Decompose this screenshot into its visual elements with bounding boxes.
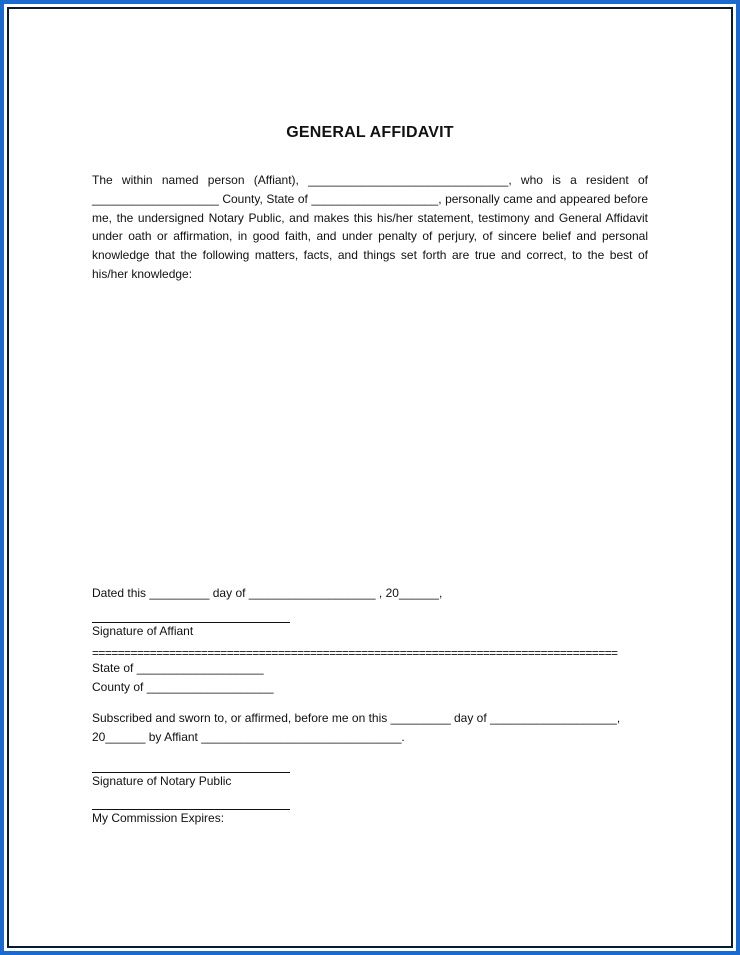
document-title: GENERAL AFFIDAVIT — [286, 124, 454, 141]
page-border-inner — [7, 7, 733, 948]
subscribed-line-1: Subscribed and sworn to, or affirmed, before me on this _________ day of ___________________, — [92, 711, 621, 725]
intro-paragraph: The within named person (Affiant), ______________________________, who is a resident of ___________________ County, State of ___________________, personally came and appeared before me, the undersigned Notary Public, and makes this his/her statement, testimony and General Affidavit under oath or affirmation, in good faith, and under penalty of perjury, of sincere belief and personal knowledge that the following matters, facts, and things set forth are true and correct, to the best of his/her knowledge: — [92, 173, 648, 281]
notary-signature-label: Signature of Notary Public — [92, 774, 232, 788]
county-line: County of ___________________ — [92, 680, 274, 694]
commission-expires-label: My Commission Expires: — [92, 811, 225, 825]
state-line: State of ___________________ — [92, 661, 264, 675]
notary-signature-line — [92, 772, 290, 773]
commission-signature-line — [92, 809, 290, 810]
separator-line: ================================================================================== — [92, 648, 618, 658]
dated-line: Dated this _________ day of ___________________ , 20______, — [92, 586, 443, 600]
affiant-signature-line — [92, 622, 290, 623]
subscribed-line-2: 20______ by Affiant ______________________________. — [92, 730, 405, 744]
affiant-signature-label: Signature of Affiant — [92, 624, 194, 638]
